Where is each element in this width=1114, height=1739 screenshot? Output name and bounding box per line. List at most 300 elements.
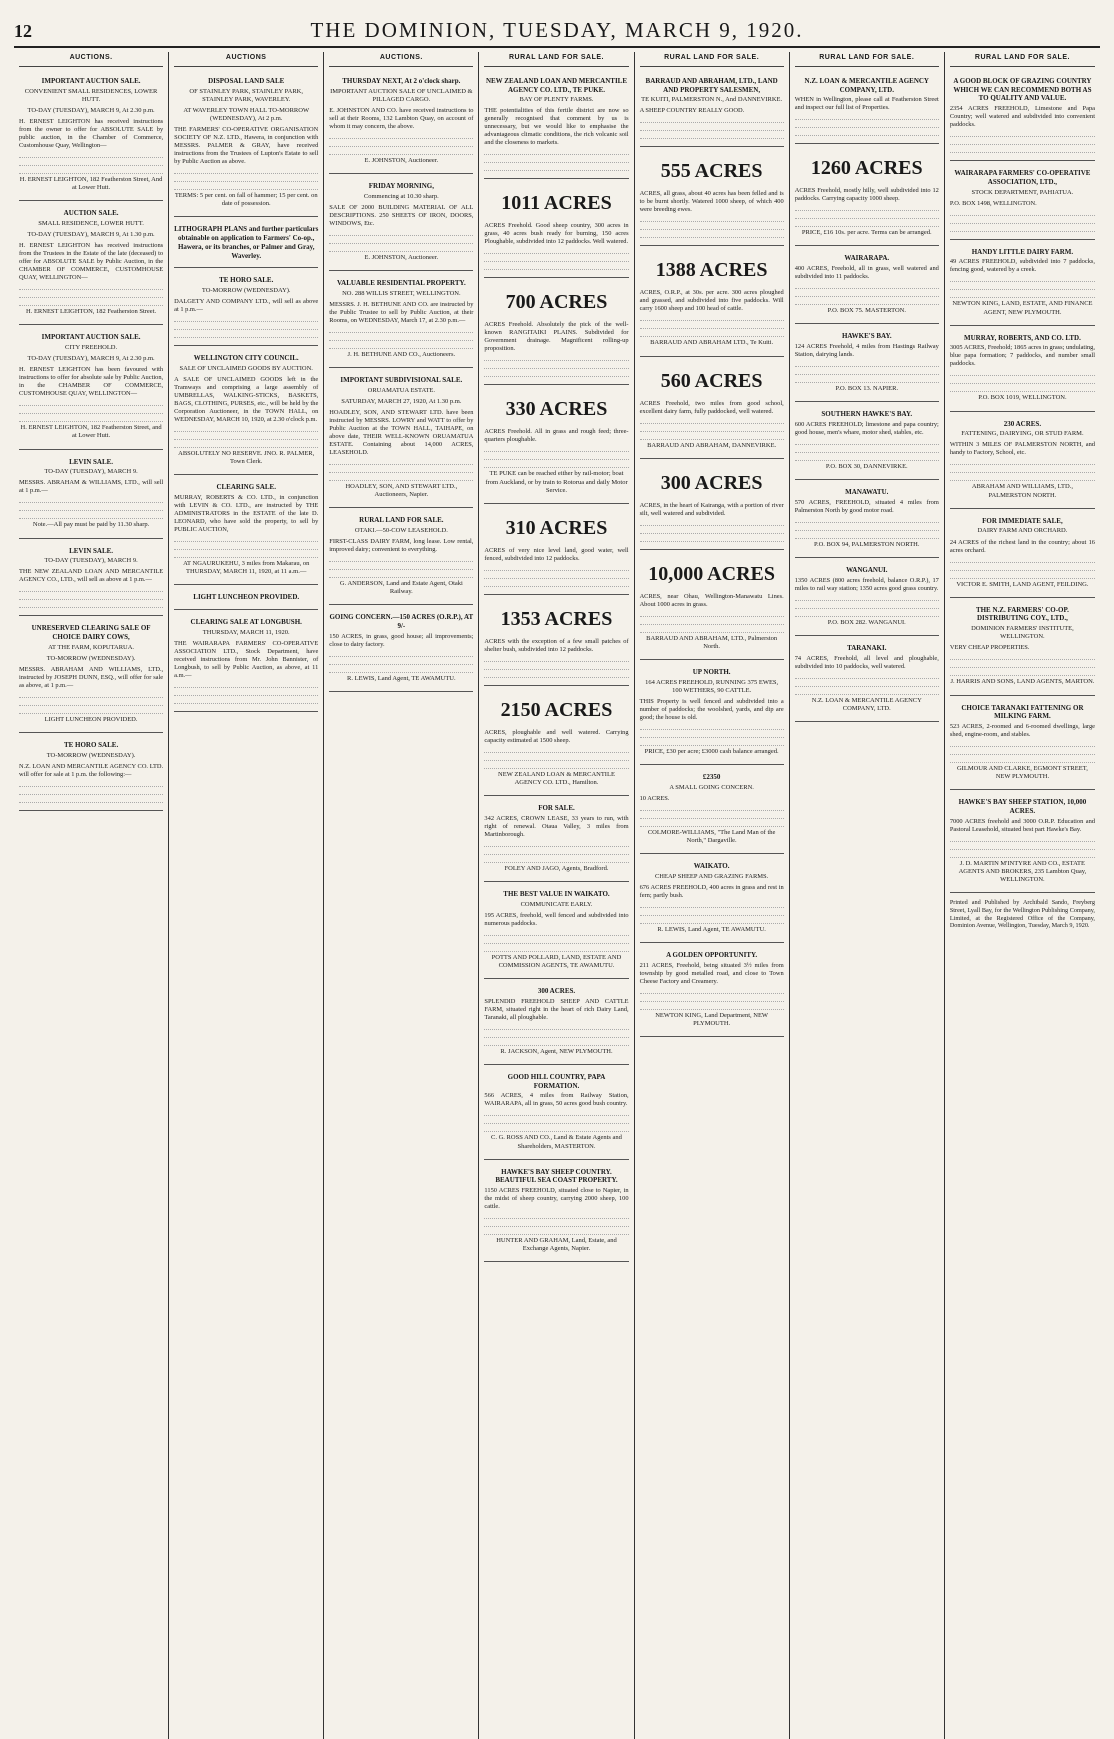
text-line-placeholder bbox=[174, 442, 318, 448]
text-line-placeholder bbox=[484, 573, 628, 579]
text-line-placeholder bbox=[484, 462, 628, 468]
ad-subheading: SMALL RESIDENCE, LOWER HUTT. bbox=[38, 219, 144, 227]
ad-body: 150 ACRES, in grass, good house; all improvements; close to dairy factory. bbox=[329, 632, 474, 648]
ad-heading: FRIDAY MORNING, bbox=[368, 181, 434, 190]
text-line-placeholder bbox=[19, 513, 163, 519]
text-line-placeholder bbox=[640, 133, 784, 139]
text-line-placeholder bbox=[640, 996, 784, 1002]
text-line-placeholder bbox=[174, 552, 318, 558]
ad-heading: GOING CONCERN.—150 ACRES (O.R.P.), AT 9/- bbox=[329, 613, 474, 630]
advertisement bbox=[950, 71, 1095, 161]
text-line-placeholder bbox=[795, 603, 939, 609]
text-line-placeholder bbox=[640, 315, 784, 321]
ad-body: A SALE OF UNCLAIMED GOODS left in the Tramways and comprising a large assembly of UMBRELLAS, WALKING-STICKS, BASKETS, BAGS, CLOTHING, PURSES, etc., will be held by the Corporation Auctioneer, in the TOWN HALL, on WEDNESDAY, MARCH 10, 1920, at 2.30 o'clock p.m. bbox=[174, 376, 319, 423]
text-line-placeholder bbox=[19, 400, 163, 406]
text-line-placeholder bbox=[950, 654, 1095, 660]
ad-heading: 555 ACRES bbox=[660, 160, 763, 183]
text-line-placeholder bbox=[174, 168, 318, 174]
advertisement bbox=[484, 387, 628, 503]
text-line-placeholder bbox=[329, 149, 473, 155]
text-line-placeholder bbox=[484, 1126, 628, 1132]
ad-heading: CHOICE TARANAKI FATTENING OR MILKING FARM. bbox=[961, 703, 1084, 721]
ad-heading: IMPORTANT SUBDIVISIONAL SALE. bbox=[340, 375, 463, 384]
text-line-placeholder bbox=[950, 284, 1095, 290]
text-line-placeholder bbox=[640, 732, 784, 738]
text-line-placeholder bbox=[19, 168, 163, 174]
ad-heading: TARANAKI. bbox=[847, 643, 887, 652]
ad-body: 342 ACRES, CROWN LEASE, 33 years to run, with right of renewal. Otaua Valley, 3 miles from Martinborough. bbox=[484, 814, 629, 838]
ad-body: 676 ACRES FREEHOLD, 400 acres in grass and rest in fern; partly bush. bbox=[639, 884, 784, 899]
text-line-placeholder bbox=[640, 536, 784, 542]
ad-heading: 1011 ACRES bbox=[501, 192, 612, 215]
advertisement bbox=[174, 587, 318, 610]
ad-signature: BARRAUD AND ABRAHAM, DANNEVIRKE. bbox=[647, 441, 777, 449]
column-header: RURAL LAND FOR SALE. bbox=[950, 52, 1095, 67]
advertisement bbox=[174, 71, 318, 218]
ad-signature: P.O. BOX 94, PALMERSTON NORTH. bbox=[814, 540, 920, 548]
ad-heading: 560 ACRES bbox=[660, 369, 763, 392]
ad-signature: TERMS: 5 per cent. on fall of hammer; 15 per cent. on date of possession. bbox=[174, 192, 318, 208]
text-line-placeholder bbox=[329, 564, 473, 570]
advertisement bbox=[329, 273, 473, 368]
text-line-placeholder bbox=[484, 1024, 628, 1030]
text-line-placeholder bbox=[950, 844, 1095, 850]
ad-body: H. ERNEST LEIGHTON has received instructions from the owner to offer for ABSOLUTE SALE by public auction, in the Chamber of Commerce, Customhouse Quay, Wellington— bbox=[19, 117, 164, 149]
text-line-placeholder bbox=[19, 408, 163, 414]
ad-heading: 310 ACRES bbox=[505, 516, 608, 539]
text-line-placeholder bbox=[484, 755, 628, 761]
printer-imprint: Printed and Published by Archibald Sando, Freyberg Street, Lyall Bay, for the Wellington Publishing Company, Limited, at the Registered Office of the Company, Dominion Avenue, Wellington, Tuesday, March 9, 1920. bbox=[949, 899, 1095, 930]
text-line-placeholder bbox=[484, 656, 628, 662]
ad-body: 195 ACRES, freehold, well fenced and subdivided into numerous paddocks. bbox=[484, 911, 629, 927]
text-line-placeholder bbox=[484, 938, 628, 944]
ad-subheading: TO-DAY (TUESDAY), MARCH 9. bbox=[44, 468, 138, 476]
ad-heading: WELLINGTON CITY COUNCIL. bbox=[193, 354, 299, 363]
column-header: AUCTIONS. bbox=[19, 52, 163, 67]
advertisement bbox=[640, 767, 784, 854]
ad-date-line: TO-DAY (TUESDAY), MARCH 9, At 2.30 p.m. bbox=[27, 355, 155, 363]
column-2 bbox=[169, 52, 324, 1739]
ad-subheading: CHEAP SHEEP AND GRAZING FARMS. bbox=[654, 872, 769, 880]
ad-body: THIS Property is well fenced and subdivided into a number of paddocks; the woolshed, yards, and dip are good; the house is old. bbox=[639, 697, 784, 721]
ad-signature: PRICE, £16 10s. per acre. Terms can be arranged. bbox=[801, 229, 932, 237]
text-line-placeholder bbox=[640, 520, 784, 526]
text-line-placeholder bbox=[950, 218, 1095, 224]
text-line-placeholder bbox=[795, 681, 939, 687]
ad-heading: NEW ZEALAND LOAN AND MERCANTILE AGENCY CO. LTD., TE PUKE. bbox=[485, 76, 628, 94]
text-line-placeholder bbox=[950, 459, 1095, 465]
ad-body: SPLENDID FREEHOLD SHEEP AND CATTLE FARM, situated right in the heart of rich Dairy Land, Taranaki, all ploughable. bbox=[484, 997, 629, 1021]
text-line-placeholder bbox=[484, 355, 628, 361]
text-line-placeholder bbox=[950, 292, 1095, 298]
column-header: AUCTIONS bbox=[174, 52, 318, 67]
advertisement bbox=[950, 600, 1095, 696]
text-line-placeholder bbox=[795, 221, 939, 227]
text-line-placeholder bbox=[19, 416, 163, 422]
ad-body: ACRES, all grass, about 40 acres has been felled and is to be burnt shortly. Watered 1000 sheep, of which 400 were breeding ewes. bbox=[639, 190, 784, 214]
text-line-placeholder bbox=[950, 386, 1095, 392]
text-line-placeholder bbox=[19, 708, 163, 714]
ad-body: A SHEEP COUNTRY REALLY GOOD. bbox=[639, 107, 745, 115]
ad-heading: A GOOD BLOCK OF GRAZING COUNTRY WHICH WE CAN RECOMMEND BOTH AS TO QUALITY AND VALUE. bbox=[953, 76, 1092, 103]
ad-signature: BARRAUD AND ABRAHAM, LTD., Palmerston North. bbox=[646, 634, 778, 650]
ad-heading: IMPORTANT AUCTION SALE. bbox=[41, 333, 141, 342]
text-line-placeholder bbox=[484, 672, 628, 678]
ad-body: THE FARMERS' CO-OPERATIVE ORGANISATION SOCIETY OF N.Z. LTD., Hawera, in conjunction with MESSRS. PALMER & GRAY, have received instructions from the Trustees of Lupton's Estate to sell by Public Auction as above. bbox=[174, 126, 319, 165]
text-line-placeholder bbox=[484, 1040, 628, 1046]
text-line-placeholder bbox=[19, 284, 163, 290]
text-line-placeholder bbox=[329, 459, 473, 465]
ad-heading: 230 ACRES. bbox=[1003, 419, 1042, 428]
text-line-placeholder bbox=[484, 1110, 628, 1116]
ad-heading: LEVIN SALE. bbox=[69, 546, 114, 555]
advertisement bbox=[795, 482, 939, 558]
text-line-placeholder bbox=[640, 619, 784, 625]
ad-subheading: THURSDAY, MARCH 11, 1920. bbox=[202, 628, 290, 636]
text-line-placeholder bbox=[950, 226, 1095, 232]
text-line-placeholder bbox=[19, 797, 163, 803]
text-line-placeholder bbox=[19, 586, 163, 592]
text-line-placeholder bbox=[640, 724, 784, 730]
column-3 bbox=[324, 52, 479, 1739]
text-line-placeholder bbox=[484, 1221, 628, 1227]
ad-heading: GOOD HILL COUNTRY, PAPA FORMATION. bbox=[507, 1072, 606, 1090]
text-line-placeholder bbox=[329, 133, 473, 139]
text-line-placeholder bbox=[640, 418, 784, 424]
ad-subheading: DAIRY FARM AND ORCHARD. bbox=[977, 527, 1068, 535]
advertisement bbox=[484, 688, 628, 796]
advertisement bbox=[640, 359, 784, 459]
advertisement bbox=[640, 149, 784, 246]
ad-heading: 1388 ACRES bbox=[655, 259, 768, 282]
text-line-placeholder bbox=[795, 447, 939, 453]
text-line-placeholder bbox=[795, 205, 939, 211]
text-line-placeholder bbox=[484, 930, 628, 936]
text-line-placeholder bbox=[174, 690, 318, 696]
text-line-placeholder bbox=[484, 1229, 628, 1235]
text-line-placeholder bbox=[950, 131, 1095, 137]
ad-signature: P.O. BOX 1019, WELLINGTON. bbox=[978, 394, 1067, 402]
advertisement bbox=[174, 270, 318, 346]
column-header: RURAL LAND FOR SALE. bbox=[795, 52, 939, 67]
ad-body: E. JOHNSTON AND CO. have received instructions to sell at their Rooms, 132 Lambton Quay, on account of whom it may concern, the above. bbox=[329, 106, 474, 130]
text-line-placeholder bbox=[950, 147, 1095, 153]
advertisement bbox=[640, 552, 784, 660]
ad-body: SALE OF 2000 BUILDING MATERIAL OF ALL DESCRIPTIONS. 250 SHEETS OF IRON, DOORS, WINDOWS, Etc. bbox=[329, 203, 474, 227]
text-line-placeholder bbox=[950, 852, 1095, 858]
text-line-placeholder bbox=[795, 299, 939, 305]
ad-signature: BARRAUD AND ABRAHAM LTD., Te Kuiti. bbox=[650, 339, 774, 347]
text-line-placeholder bbox=[174, 544, 318, 550]
ad-heading: HAWKE'S BAY. bbox=[841, 332, 892, 341]
text-line-placeholder bbox=[950, 662, 1095, 668]
ad-body: MESSRS. ABRAHAM & WILLIAMS, LTD., will sell at 1 p.m.— bbox=[19, 479, 164, 495]
ad-heading: LIGHT LUNCHEON PROVIDED. bbox=[193, 593, 300, 602]
ad-body: ACRES Freehold. All in grass and rough feed; three-quarters ploughable. bbox=[484, 428, 629, 444]
text-line-placeholder bbox=[950, 378, 1095, 384]
text-line-placeholder bbox=[950, 741, 1095, 747]
ad-heading: LEVIN SALE. bbox=[69, 457, 114, 466]
advertisement bbox=[329, 176, 473, 271]
ad-heading: 300 ACRES. bbox=[537, 987, 576, 995]
ad-signature: TE PUKE can be reached either by rail-motor; boat from Auckland, or by train to Rotorua and daily Motor Service. bbox=[485, 470, 628, 494]
column-7 bbox=[945, 52, 1100, 1739]
text-line-placeholder bbox=[174, 434, 318, 440]
text-line-placeholder bbox=[19, 789, 163, 795]
ad-signature: HUNTER AND GRAHAM, Land, Estate, and Exchange Agents, Napier. bbox=[496, 1237, 617, 1253]
ad-heading: UP NORTH. bbox=[692, 667, 731, 676]
text-line-placeholder bbox=[19, 594, 163, 600]
text-line-placeholder bbox=[484, 565, 628, 571]
text-line-placeholder bbox=[329, 651, 473, 657]
ad-signature: GILMOUR AND CLARKE, EGMONT STREET, NEW PLYMOUTH. bbox=[956, 765, 1088, 781]
ad-heading: UNRESERVED CLEARING SALE OF CHOICE DAIRY COWS, bbox=[31, 624, 151, 642]
text-line-placeholder bbox=[329, 327, 473, 333]
advertisement bbox=[640, 856, 784, 943]
advertisement bbox=[484, 884, 628, 979]
advertisement bbox=[640, 662, 784, 765]
text-line-placeholder bbox=[329, 556, 473, 562]
ad-signature: P.O. BOX 75. MASTERTON. bbox=[827, 307, 906, 315]
ad-heading: THE BEST VALUE IN WAIKATO. bbox=[503, 889, 610, 898]
ad-body: ACRES, O.R.P., at 30s. per acre. 300 acres ploughed and grassed, and subdivided into five paddocks. Will carry 1600 sheep and 100 head of cattle. bbox=[639, 289, 784, 313]
text-line-placeholder bbox=[174, 332, 318, 338]
column-header: RURAL LAND FOR SALE. bbox=[484, 52, 628, 67]
text-line-placeholder bbox=[484, 363, 628, 369]
ad-heading: MURRAY, ROBERTS, AND CO. LTD. bbox=[963, 333, 1081, 342]
text-line-placeholder bbox=[329, 230, 473, 236]
ad-heading: LITHOGRAPH PLANS and further particulars obtainable on application to Farmers' Co-op., Hawera, or its branches, or Palmer and Gray, Waverley. bbox=[174, 225, 319, 260]
advertisement bbox=[795, 638, 939, 722]
ad-body: ACRES with the exception of a few small patches of shelter bush, subdivided into 12 paddocks. bbox=[484, 637, 629, 653]
text-line-placeholder bbox=[640, 331, 784, 337]
ad-signature: POTTS AND POLLARD, LAND, ESTATE AND COMMISSION AGENTS, TE AWAMUTU. bbox=[491, 953, 622, 969]
ad-date-line: TO-DAY (TUESDAY), MARCH 9, At 1.30 p.m. bbox=[27, 231, 155, 238]
ad-heading: 1260 ACRES bbox=[810, 157, 923, 180]
text-line-placeholder bbox=[950, 757, 1095, 763]
ad-signature: NEW ZEALAND LOAN & MERCANTILE AGENCY CO. LTD., Hamilton. bbox=[498, 770, 615, 786]
ad-signature: E. JOHNSTON, Auctioneer. bbox=[364, 156, 439, 164]
ad-heading: WAIKATO. bbox=[693, 862, 730, 871]
ad-body: 1150 ACRES FREEHOLD, situated close to Napier, in the midst of sheep country, carrying 2000 sheep, 100 cattle. bbox=[484, 1187, 629, 1211]
ad-signature: NEWTON KING, LAND, ESTATE, AND FINANCE AGENT, NEW PLYMOUTH. bbox=[952, 300, 1093, 316]
text-line-placeholder bbox=[795, 611, 939, 617]
text-line-placeholder bbox=[19, 505, 163, 511]
ad-heading: 1353 ACRES bbox=[500, 607, 613, 630]
ad-heading: RURAL LAND FOR SALE. bbox=[359, 516, 444, 525]
text-line-placeholder bbox=[640, 627, 784, 633]
advertisement bbox=[19, 71, 163, 201]
ad-heading: WAIRARAPA. bbox=[844, 254, 890, 263]
text-line-placeholder bbox=[795, 369, 939, 375]
text-line-placeholder bbox=[484, 1118, 628, 1124]
ad-body: WITHIN 3 MILES OF PALMERSTON NORTH, and handy to Factory, School, etc. bbox=[949, 441, 1095, 457]
ad-heading: 10,000 ACRES bbox=[648, 562, 775, 585]
ad-heading: VALUABLE RESIDENTIAL PROPERTY. bbox=[336, 278, 466, 287]
ad-body: 570 ACRES, FREEHOLD, situated 4 miles from Palmerston North by good motor road. bbox=[794, 498, 939, 514]
text-line-placeholder bbox=[484, 849, 628, 855]
text-line-placeholder bbox=[19, 692, 163, 698]
advertisement bbox=[19, 327, 163, 449]
advertisement bbox=[484, 280, 628, 385]
text-line-placeholder bbox=[640, 918, 784, 924]
ad-signature: R. LEWIS, Land Agent, TE AWAMUTU. bbox=[657, 926, 766, 933]
advertisement bbox=[950, 242, 1095, 326]
ad-signature: G. ANDERSON, Land and Estate Agent, Otaki Railway. bbox=[339, 580, 463, 596]
text-line-placeholder bbox=[329, 475, 473, 481]
ad-body: 24 ACRES of the richest land in the country; about 16 acres orchard. bbox=[949, 538, 1095, 554]
text-line-placeholder bbox=[484, 857, 628, 863]
ad-signature: NEWTON KING, Land Department, NEW PLYMOUTH. bbox=[655, 1011, 769, 1027]
text-line-placeholder bbox=[174, 184, 318, 190]
columns bbox=[14, 52, 1100, 1739]
ad-signature: ABRAHAM AND WILLIAMS, LTD., PALMERSTON NORTH. bbox=[971, 483, 1073, 499]
ad-signature: P.O. BOX 13. NAPIER. bbox=[835, 385, 899, 392]
ad-heading: THURSDAY NEXT, At 2 o'clock sharp. bbox=[342, 76, 461, 85]
ad-subheading: AT THE FARM, KOPUTARUA. bbox=[48, 643, 135, 651]
advertisement bbox=[950, 698, 1095, 791]
ad-heading: SOUTHERN HAWKE'S BAY. bbox=[821, 410, 913, 419]
text-line-placeholder bbox=[174, 426, 318, 432]
ad-subheading: BAY OF PLENTY FARMS. bbox=[519, 96, 594, 104]
ad-heading: £2350 bbox=[702, 773, 721, 781]
advertisement bbox=[19, 735, 163, 811]
advertisement bbox=[19, 203, 163, 325]
text-line-placeholder bbox=[795, 533, 939, 539]
ad-heading: WANGANUI. bbox=[846, 565, 888, 574]
ad-subheading: A SMALL GOING CONCERN. bbox=[669, 783, 754, 791]
ad-body: ACRES of very nice level land, good water, well fenced, subdivided into 12 paddocks. bbox=[484, 546, 629, 562]
advertisement bbox=[174, 612, 318, 712]
advertisement bbox=[174, 348, 318, 475]
ad-body: 74 ACRES, Freehold, all level and ploughable, subdivided into 10 paddocks, well watered. bbox=[794, 654, 939, 670]
text-line-placeholder bbox=[795, 439, 939, 445]
column-header: AUCTIONS. bbox=[329, 52, 473, 67]
text-line-placeholder bbox=[19, 160, 163, 166]
text-line-placeholder bbox=[640, 426, 784, 432]
advertisement bbox=[950, 792, 1095, 893]
text-line-placeholder bbox=[795, 377, 939, 383]
text-line-placeholder bbox=[640, 528, 784, 534]
text-line-placeholder bbox=[795, 525, 939, 531]
text-line-placeholder bbox=[329, 572, 473, 578]
ad-heading: FOR SALE. bbox=[538, 804, 575, 812]
ad-signature: C. G. ROSS AND CO., Land & Estate Agents and Shareholders, MASTERTON. bbox=[491, 1134, 622, 1150]
page-number: 12 bbox=[14, 21, 32, 41]
text-line-placeholder bbox=[329, 246, 473, 252]
ad-heading: 300 ACRES bbox=[660, 471, 763, 494]
ad-signature: AT NGAURUKEHU, 3 miles from Makarau, on THURSDAY, MARCH 11, 1920, at 11 a.m.— bbox=[183, 560, 310, 576]
ad-date-line: AT WAVERLEY TOWN HALL TO-MORROW (WEDNESDAY), At 2 p.m. bbox=[183, 106, 310, 122]
ad-heading: IMPORTANT AUCTION SALE. bbox=[41, 76, 141, 85]
advertisement bbox=[484, 981, 628, 1065]
advertisement bbox=[640, 71, 784, 148]
text-line-placeholder bbox=[19, 292, 163, 298]
text-line-placeholder bbox=[640, 1004, 784, 1010]
text-line-placeholder bbox=[795, 361, 939, 367]
masthead bbox=[14, 18, 1100, 48]
newspaper-title: THE DOMINION, TUESDAY, MARCH 9, 1920. bbox=[310, 18, 804, 42]
advertisement bbox=[19, 452, 163, 539]
advertisement bbox=[795, 248, 939, 324]
text-line-placeholder bbox=[795, 689, 939, 695]
ad-signature: PRICE, £30 per acre; £3000 cash balance arranged. bbox=[644, 747, 779, 755]
text-line-placeholder bbox=[640, 434, 784, 440]
advertisement bbox=[484, 1162, 628, 1263]
advertisement bbox=[640, 461, 784, 550]
ad-signature: N.Z. LOAN & MERCANTILE AGENCY COMPANY, LTD. bbox=[811, 696, 922, 712]
ad-body: P.O. BOX 1498, WELLINGTON. bbox=[949, 199, 1037, 207]
ad-heading: THE N.Z. FARMERS' CO-OP. DISTRIBUTING COY., LTD., bbox=[975, 605, 1069, 623]
advertisement bbox=[174, 477, 318, 585]
ad-date-line: TO-DAY (TUESDAY), MARCH 9, At 2.30 p.m. bbox=[27, 106, 155, 114]
ad-body: MESSRS. J. H. BETHUNE AND CO. are instructed by the Public Trustee to sell by Public Auction, at their Rooms, on WEDNESDAY, March 17, at 2.30 p.m.— bbox=[329, 300, 474, 324]
ad-heading: AUCTION SALE. bbox=[63, 209, 119, 218]
ad-subheading: TO-DAY (TUESDAY), MARCH 9. bbox=[44, 557, 138, 565]
ad-heading: DISPOSAL LAND SALE bbox=[208, 76, 285, 85]
ad-heading: BARRAUD AND ABRAHAM, LTD., LAND AND PROPERTY SALESMEN, bbox=[645, 76, 778, 94]
advertisement bbox=[640, 248, 784, 356]
text-line-placeholder bbox=[795, 517, 939, 523]
text-line-placeholder bbox=[484, 165, 628, 171]
text-line-placeholder bbox=[19, 700, 163, 706]
ad-body: H. ERNEST LEIGHTON has been favoured with instructions to offer for absolute sale by Public Auction, in the CHAMBER OF COMMERCE, CUSTOMHOUSE QUAY, WELLINGTON— bbox=[19, 366, 164, 398]
ad-body: ACRES Freehold, two miles from good school, excellent dairy farm, fully paddocked, well watered. bbox=[639, 399, 784, 415]
ad-body: 523 ACRES, 2-roomed and 6-roomed dwellings, large shed, engine-room, and stables. bbox=[949, 723, 1095, 738]
ad-subheading: TO-MORROW (WEDNESDAY). bbox=[46, 752, 136, 759]
text-line-placeholder bbox=[640, 805, 784, 811]
advertisement bbox=[950, 328, 1095, 412]
ad-body: 211 ACRES, Freehold, being situated 3½ miles from township by good metalled road, and close to Town Cheese Factory and Creamery. bbox=[639, 961, 784, 985]
advertisement bbox=[329, 607, 473, 692]
text-line-placeholder bbox=[19, 497, 163, 503]
ad-signature: Note.—All pay must be paid by 11.30 sharp. bbox=[32, 521, 150, 529]
text-line-placeholder bbox=[640, 232, 784, 238]
ad-signature: COLMORE-WILLIAMS, "The Land Man of the North," Dargaville. bbox=[647, 828, 776, 844]
ad-signature: LIGHT LUNCHEON PROVIDED. bbox=[44, 716, 138, 724]
ad-subheading: IMPORTANT AUCTION SALE OF UNCLAIMED & PILLAGED CARGO. bbox=[330, 87, 473, 103]
text-line-placeholder bbox=[640, 813, 784, 819]
ad-signature: HOADLEY, SON, AND STEWART LTD., Auctioneers, Napier. bbox=[345, 482, 458, 498]
advertisement bbox=[329, 71, 473, 174]
text-line-placeholder bbox=[174, 324, 318, 330]
text-line-placeholder bbox=[329, 667, 473, 673]
text-line-placeholder bbox=[484, 1032, 628, 1038]
text-line-placeholder bbox=[950, 557, 1095, 563]
ad-subheading: NO. 288 WILLIS STREET, WELLINGTON. bbox=[342, 289, 461, 297]
ad-body: 2354 ACRES FREEHOLD, Limestone and Papa Country; well watered and subdivided into convenient paddocks. bbox=[949, 105, 1095, 128]
text-line-placeholder bbox=[640, 988, 784, 994]
text-line-placeholder bbox=[795, 291, 939, 297]
text-line-placeholder bbox=[950, 276, 1095, 282]
ad-heading: N.Z. LOAN & MERCANTILE AGENCY COMPANY, LTD. bbox=[804, 76, 929, 94]
text-line-placeholder bbox=[950, 836, 1095, 842]
ad-subheading: ORUAMATUA ESTATE. bbox=[367, 386, 436, 394]
ad-heading: A GOLDEN OPPORTUNITY. bbox=[666, 951, 758, 960]
advertisement bbox=[795, 560, 939, 636]
text-line-placeholder bbox=[950, 565, 1095, 571]
ad-heading: FOR IMMEDIATE SALE, bbox=[982, 516, 1063, 525]
ad-heading: HANDY LITTLE DAIRY FARM. bbox=[971, 247, 1074, 256]
advertisement bbox=[19, 618, 163, 733]
text-line-placeholder bbox=[329, 238, 473, 244]
ad-body: 7000 ACRES freehold and 3000 O.R.P. Education and Pastoral Leasehold, situated best part Hawke's Bay. bbox=[949, 817, 1095, 833]
ad-signature: P.O. BOX 30, DANNEVIRKE. bbox=[825, 462, 908, 470]
text-line-placeholder bbox=[174, 316, 318, 322]
text-line-placeholder bbox=[484, 763, 628, 769]
ad-body: MURRAY, ROBERTS & CO. LTD., in conjunction with LEVIN & CO. LTD., are instructed by THE ADMINISTRATORS in the ESTATE of the late D. LEONARD, who have sold the property, to sell by PUBLIC AUCTION, bbox=[174, 494, 319, 533]
text-line-placeholder bbox=[640, 821, 784, 827]
